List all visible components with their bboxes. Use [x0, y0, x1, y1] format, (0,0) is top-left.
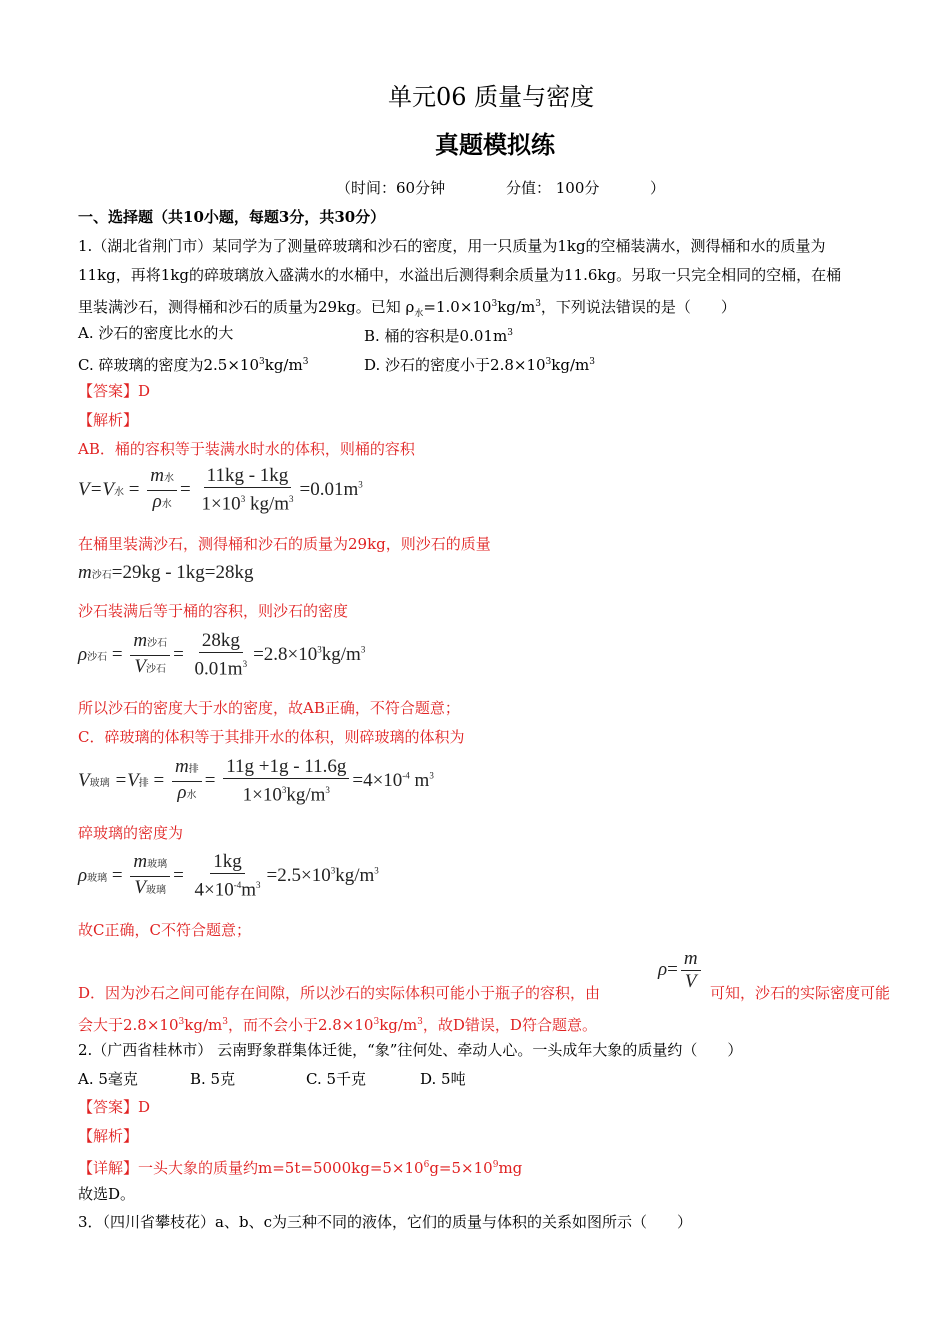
q3-line-1: 3．（四川省攀枝花）a、b、c为三种不同的液体，它们的质量与体积的关系如图所示（ ）	[78, 1213, 692, 1231]
q1-line-1: 1.（湖北省荆门市）某同学为了测量碎玻璃和沙石的密度，用一只质量为1kg的空桶装满水，测得桶和水的质量为	[78, 237, 826, 255]
exam-time: （时间：60分钟	[336, 179, 446, 197]
q1-explanation-3: 沙石装满后等于桶的容积，则沙石的密度	[78, 602, 349, 620]
q1-answer: 【答案】D	[78, 382, 151, 400]
q2-line-1: 2.（广西省桂林市） 云南野象群集体迁徙，“象”往何处、牵动人心。一头成年大象的质量约（ ）	[78, 1041, 743, 1059]
q1-explanation-8b: 可知，沙石的实际密度可能	[710, 984, 891, 1002]
q2-analysis-label: 【解析】	[78, 1127, 139, 1145]
formula-density-definition: ρ= $\frac{m}{V}$	[658, 948, 704, 993]
q1-explanation-9: 会大于$2.8\times 10^3kg/m^3$，而不会小于$2.8\times 10^3kg/m^3$，故D错误，D符合题意。	[78, 1016, 597, 1034]
q1-explanation-5: C．碎玻璃的体积等于其排开水的体积，则碎玻璃的体积为	[78, 728, 465, 746]
q1-option-d: D. 沙石的密度小于$2.8\times 10^3kg/m^3$	[364, 356, 595, 374]
q2-answer: 【答案】D	[78, 1098, 151, 1116]
q1-explanation-4: 所以沙石的密度大于水的密度，故AB正确，不符合题意；	[78, 699, 460, 717]
q2-option-a: A. 5毫克	[78, 1070, 138, 1088]
q1-explanation-6: 碎玻璃的密度为	[78, 824, 184, 842]
q2-option-d: D. 5吨	[420, 1070, 466, 1088]
q1-line-3: 里装满沙石，测得桶和沙石的质量为29kg。已知 $\rho_水=1.0\times 10^3kg/m^3$，下列说法错误的是（ ）	[78, 298, 736, 319]
formula-sand-mass: m沙石=29kg - 1kg=28kg	[78, 562, 254, 583]
exam-score: 分值： 100分	[506, 179, 600, 197]
q1-line-2: 11kg，再将1kg的碎玻璃放入盛满水的水桶中，水溢出后测得剩余质量为11.6kg。另取一只完全相同的空桶，在桶	[78, 266, 842, 284]
q1-option-c: C. 碎玻璃的密度为$2.5\times 10^3kg/m^3$	[78, 356, 309, 374]
q1-option-a: A. 沙石的密度比水的大	[78, 324, 234, 342]
page-title: 单元06 质量与密度	[388, 83, 595, 111]
formula-glass-density: ρ玻璃 = $\frac{\text{m玻璃}}{\text{V玻璃}}$ = $\frac{1kg}{4\times 10^{-4}m^3}$ $=2.5\times 10^3kg/m^3$	[78, 851, 379, 901]
q1-analysis-label: 【解析】	[78, 411, 139, 429]
page-subtitle: 真题模拟练	[435, 130, 555, 159]
formula-bucket-volume: V=V水 = $\frac{\text{m水}}{\text{ρ水}}$ = $\frac{11kg - 1kg}{1\times 10^3 kg/m^3}$ $=0.01m^3$	[78, 465, 363, 515]
q2-conclusion: 故选D。	[78, 1185, 136, 1203]
formula-glass-volume: V玻璃 =V排 = $\frac{\text{m排}}{\text{ρ水}}$ = $\frac{11g +1g - 11.6g}{1\times 10^3kg/m^3}$ $=4\times 10^{-4}$ $m^3$	[78, 756, 434, 806]
q1-explanation-7: 故C正确，C不符合题意；	[78, 921, 251, 939]
q1-explanation-2: 在桶里装满沙石，测得桶和沙石的质量为29kg，则沙石的质量	[78, 535, 491, 553]
q2-option-b: B. 5克	[190, 1070, 236, 1088]
formula-sand-density: ρ沙石 = $\frac{\text{m沙石}}{\text{V沙石}}$ = $\frac{28kg}{0.01m^3}$ $=2.8\times 10^3kg/m^3$	[78, 630, 366, 680]
q1-explanation-1: AB．桶的容积等于装满水时水的体积，则桶的容积	[78, 440, 415, 458]
q1-option-b: B. 桶的容积是$0.01m^3$	[364, 327, 513, 345]
q1-explanation-8a: D．因为沙石之间可能存在间隙，所以沙石的实际体积可能小于瓶子的容积，由	[78, 984, 601, 1002]
q2-detail: 【详解】一头大象的质量约$m=5t=5000kg=5\times 10^6g=5\times 10^9mg$	[78, 1159, 523, 1177]
exam-meta-close: ）	[650, 179, 666, 197]
section-heading: 一、选择题（共10小题，每题3分，共30分）	[78, 208, 386, 226]
q2-option-c: C. 5千克	[306, 1070, 367, 1088]
